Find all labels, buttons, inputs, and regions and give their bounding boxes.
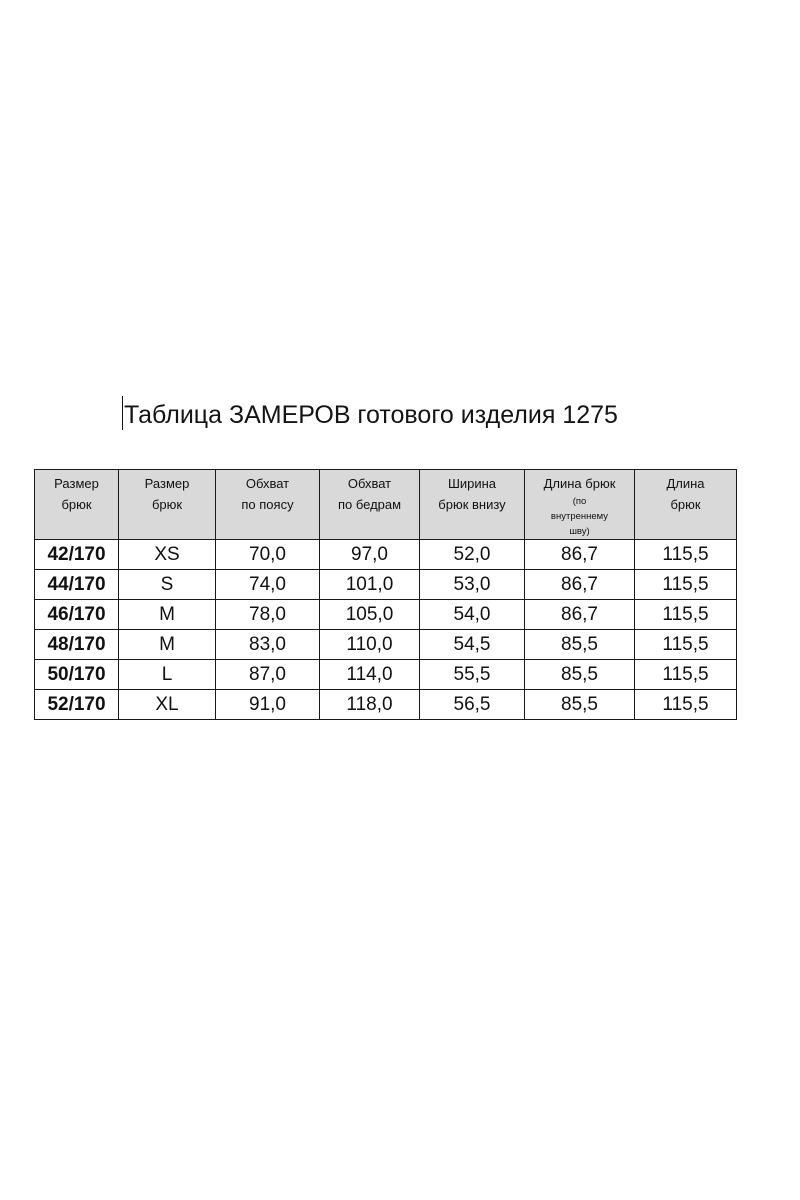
inseam-cell: 85,5 [525,690,635,720]
letter-size-cell: XL [119,690,216,720]
size-cell: 52/170 [35,690,119,720]
waist-cell: 70,0 [216,540,320,570]
document-title [122,396,618,433]
size-cell: 50/170 [35,660,119,690]
header-text: Размер [144,476,190,491]
hips-cell: 101,0 [320,570,420,600]
size-cell: 44/170 [35,570,119,600]
text-cursor [122,396,123,430]
inseam-cell: 85,5 [525,630,635,660]
length-cell: 115,5 [635,600,737,630]
header-text: брюк [670,497,701,512]
header-text: Обхват [245,476,290,491]
bottom-width-cell: 54,0 [420,600,525,630]
bottom-width-cell: 56,5 [420,690,525,720]
header-note: (по [572,496,587,507]
waist-cell: 87,0 [216,660,320,690]
header-trouser-length [635,470,737,540]
header-text: Длина [666,476,705,491]
header-bottom-width [420,470,525,540]
header-size-letter [119,470,216,540]
waist-cell: 74,0 [216,570,320,600]
waist-cell: 78,0 [216,600,320,630]
table-row [35,570,737,600]
letter-size-cell: M [119,630,216,660]
header-inseam-length [525,470,635,540]
header-text: Ширина [447,476,497,491]
header-size-trousers [35,470,119,540]
header-text: Обхват [347,476,392,491]
bottom-width-cell: 55,5 [420,660,525,690]
header-text: брюк [151,497,183,512]
header-text: Длина брюк [543,476,616,491]
size-cell: 46/170 [35,600,119,630]
letter-size-cell: S [119,570,216,600]
inseam-cell: 86,7 [525,600,635,630]
header-note: внутреннему [550,511,609,522]
bottom-width-cell: 52,0 [420,540,525,570]
table-row [35,540,737,570]
letter-size-cell: M [119,600,216,630]
hips-cell: 110,0 [320,630,420,660]
hips-cell: 118,0 [320,690,420,720]
bottom-width-cell: 54,5 [420,630,525,660]
table-row [35,660,737,690]
measurements-table [34,469,737,720]
size-cell: 42/170 [35,540,119,570]
document-title-text: Таблица ЗАМЕРОВ готового изделия 1275 [124,401,618,429]
waist-cell: 83,0 [216,630,320,660]
table-header-row [35,470,737,540]
length-cell: 115,5 [635,630,737,660]
length-cell: 115,5 [635,540,737,570]
length-cell: 115,5 [635,570,737,600]
bottom-width-cell: 53,0 [420,570,525,600]
header-text: по бедрам [337,497,402,512]
header-note: шву) [569,526,590,537]
header-waist [216,470,320,540]
inseam-cell: 86,7 [525,570,635,600]
letter-size-cell: XS [119,540,216,570]
waist-cell: 91,0 [216,690,320,720]
header-text: брюк [61,497,92,512]
header-text: Размер [54,476,99,491]
size-cell: 48/170 [35,630,119,660]
hips-cell: 105,0 [320,600,420,630]
header-text: брюк внизу [438,497,506,512]
inseam-cell: 86,7 [525,540,635,570]
letter-size-cell: L [119,660,216,690]
table-row [35,600,737,630]
hips-cell: 114,0 [320,660,420,690]
table-row [35,630,737,660]
length-cell: 115,5 [635,690,737,720]
hips-cell: 97,0 [320,540,420,570]
inseam-cell: 85,5 [525,660,635,690]
header-text: по поясу [241,497,294,512]
length-cell: 115,5 [635,660,737,690]
table-row [35,690,737,720]
header-hips [320,470,420,540]
